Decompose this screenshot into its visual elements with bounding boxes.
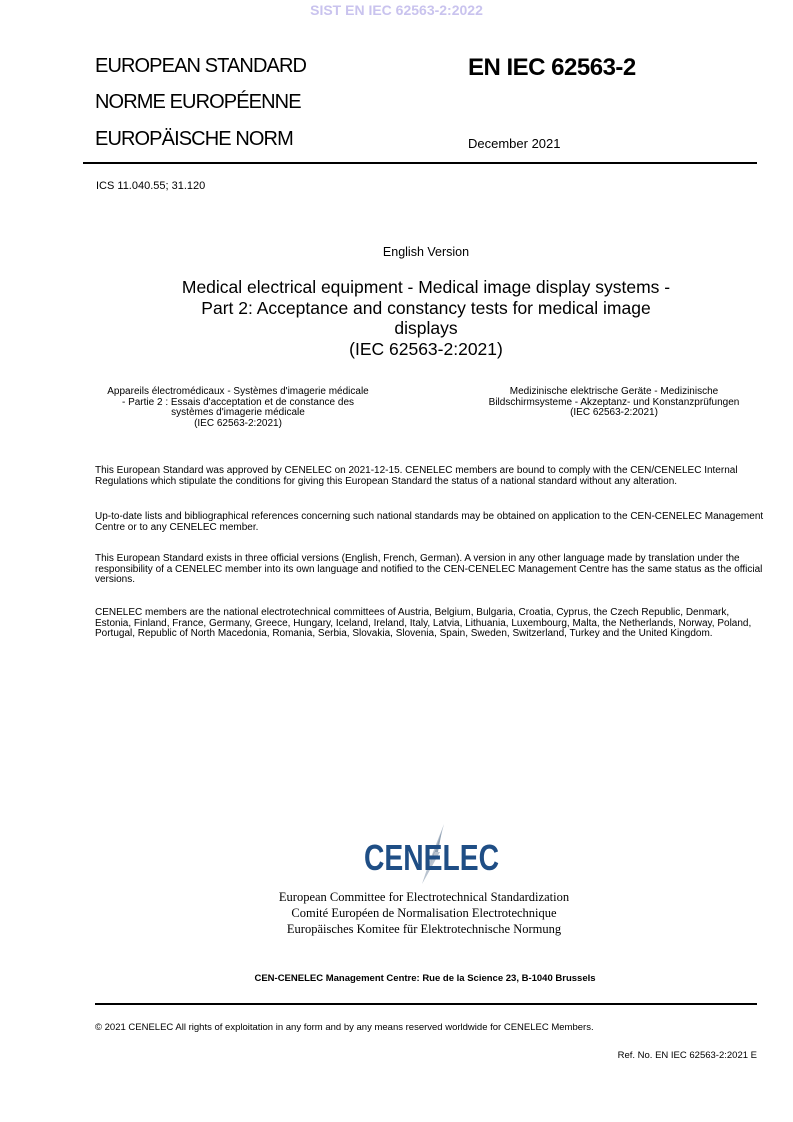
german-title-line: Bildschirmsysteme - Akzeptanz- und Konstanzprüfungen <box>488 396 740 408</box>
logo-text: CENELEC <box>364 837 499 878</box>
committee-name-en: European Committee for Electrotechnical Standardization <box>278 890 570 904</box>
management-centre-address: CEN-CENELEC Management Centre: Rue de la Science 23, B-1040 Brussels <box>254 973 596 984</box>
watermark: SIST EN IEC 62563-2:2022 <box>310 2 483 18</box>
title-line: Part 2: Acceptance and constancy tests for medical image <box>201 297 651 318</box>
french-title-line: systèmes d'imagerie médicale <box>171 407 305 418</box>
title-line: Medical electrical equipment - Medical image display systems - <box>181 277 671 297</box>
doc-type-fr: NORME EUROPÉENNE <box>95 91 301 113</box>
committee-name-de: Europäisches Komitee für Elektrotechnische Normung <box>286 922 562 936</box>
german-title <box>464 387 764 419</box>
doc-type-en: EUROPEAN STANDARD <box>95 55 307 77</box>
german-title-line: Medizinische elektrische Geräte - Medizinische <box>509 386 719 397</box>
members-paragraph: CENELEC members are the national electrotechnical committees of Austria, Belgium, Bulgaria, Croatia, Cyprus, the Czech Republic, Denmark, Estonia, Finland, France, Germany, Greece, Hungary, Iceland, Ireland, Italy, Latvia, Lithuania, Luxembourg, Malta, the Netherlands, Norway, Poland, Portugal, Republic of North Macedonia, Romania, Serbia, Slovakia, Slovenia, Spain, Sweden, Switzerland, Turkey and the United Kingdom. <box>95 607 752 639</box>
approval-paragraph: This European Standard was approved by CENELEC on 2021-12-15. CENELEC members are bound to comply with the CEN/CENELEC Internal Regulations which stipulate the conditions for giving this European Standard the status of a national standard without any alteration. <box>95 465 738 487</box>
publication-date: December 2021 <box>468 136 561 151</box>
footer-divider <box>95 1003 757 1005</box>
copyright: © 2021 CENELEC All rights of exploitation in any form and by any means reserved worldwide for CENELEC Members. <box>95 1022 594 1033</box>
french-title-line: - Partie 2 : Essais d'acceptation et de constance des <box>121 396 355 408</box>
reference-number: Ref. No. EN IEC 62563-2:2021 E <box>617 1050 757 1061</box>
german-title-line: (IEC 62563-2:2021) <box>570 407 658 418</box>
title-line: displays <box>394 318 458 338</box>
versions-paragraph: This European Standard exists in three official versions (English, French, German). A version in any other language made by translation under the responsibility of a CENELEC member into its own language and notified to the CEN-CENELEC Management Centre has the same status as the official versions. <box>95 553 763 585</box>
ics-codes: ICS 11.040.55; 31.120 <box>96 180 206 192</box>
doc-type-de: EUROPÄISCHE NORM <box>95 128 293 150</box>
committee-name-fr: Comité Européen de Normalisation Electrotechnique <box>291 906 557 920</box>
french-title <box>88 387 388 429</box>
title-line: (IEC 62563-2:2021) <box>349 338 503 359</box>
document-title <box>126 277 726 359</box>
french-title-line: (IEC 62563-2:2021) <box>194 417 282 429</box>
language-version: English Version <box>382 245 470 259</box>
references-paragraph: Up-to-date lists and bibliographical references concerning such national standards may be obtained on application to the CEN-CENELEC Management Centre or to any CENELEC member. <box>95 511 764 533</box>
standard-number: EN IEC 62563-2 <box>468 54 636 81</box>
cenelec-logo <box>364 822 504 884</box>
header-divider <box>83 162 757 164</box>
french-title-line: Appareils électromédicaux - Systèmes d'imagerie médicale <box>107 386 369 397</box>
